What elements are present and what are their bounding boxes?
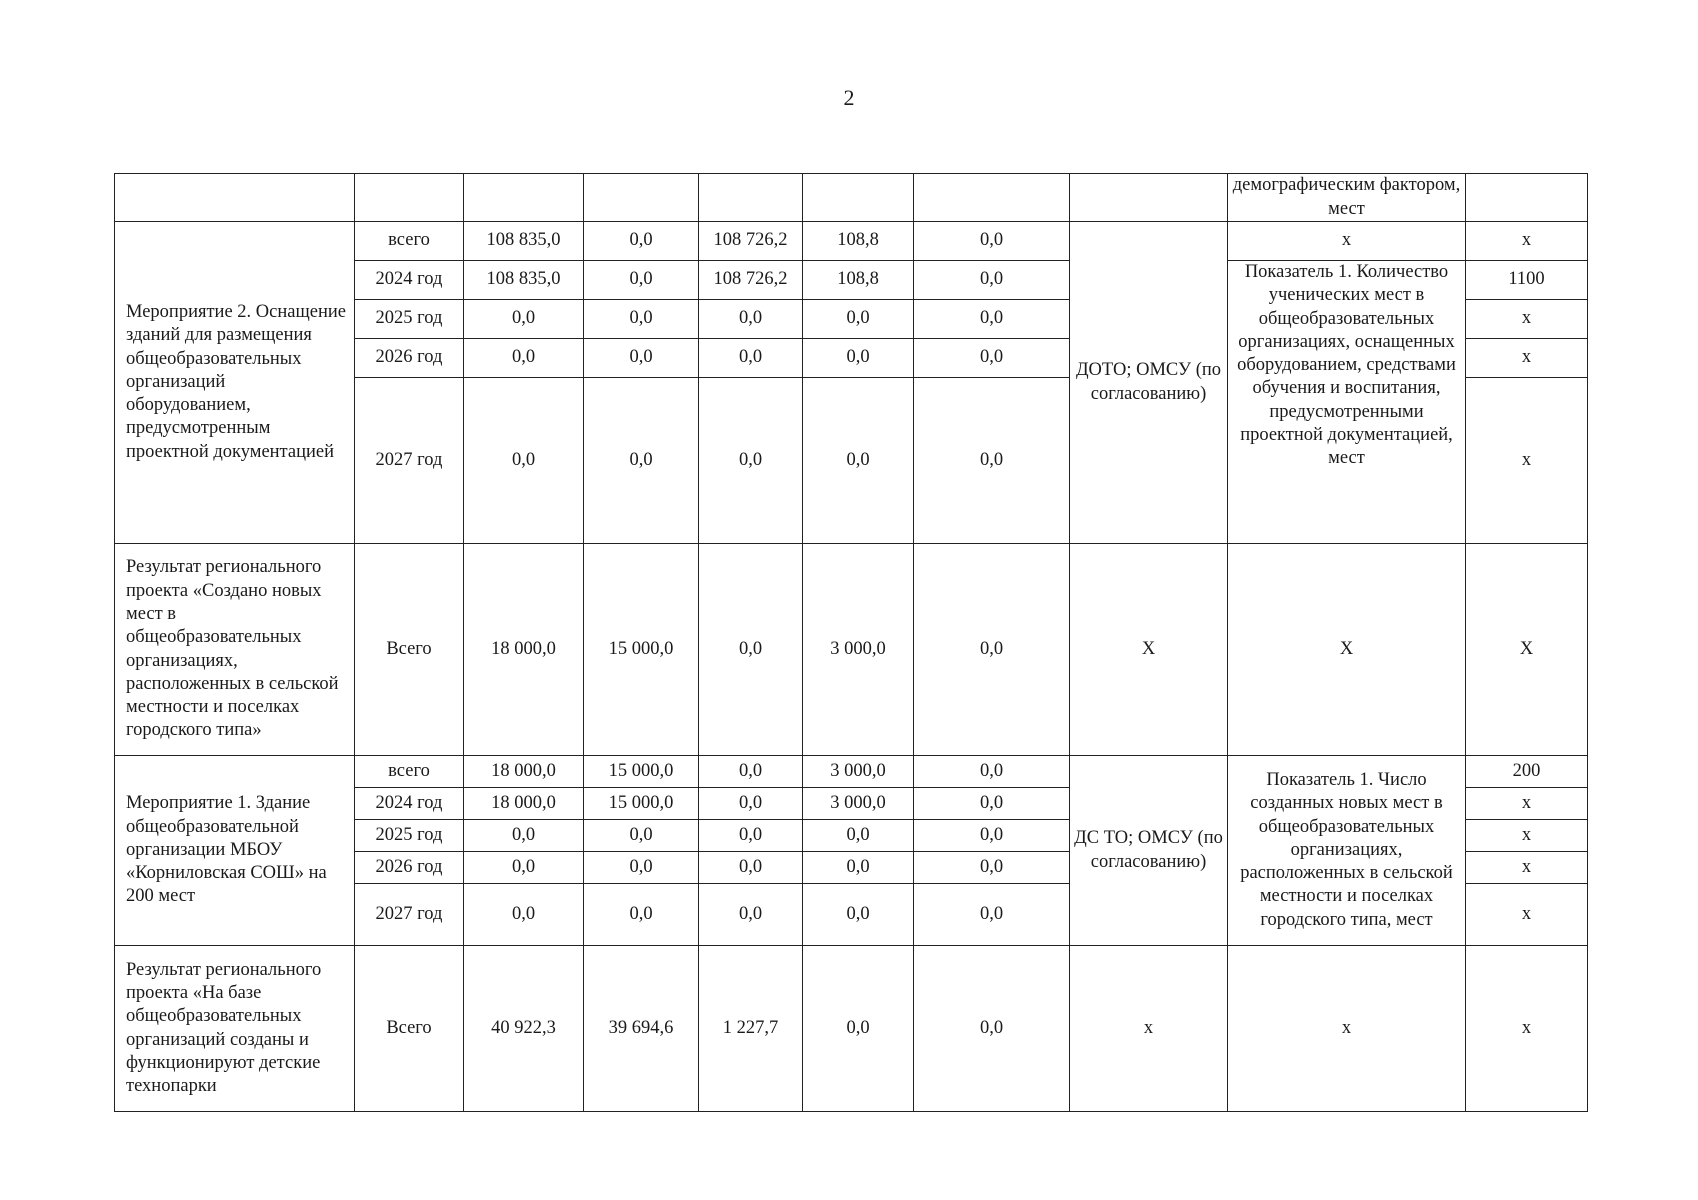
value-cell: 0,0 <box>914 852 1070 884</box>
budget-table <box>114 173 1588 1112</box>
value-cell: 1 227,7 <box>699 946 803 1112</box>
value-cell: 0,0 <box>584 378 699 544</box>
value-cell: 0,0 <box>803 820 914 852</box>
total-cell: 0,0 <box>464 820 584 852</box>
value-cell: 0,0 <box>584 884 699 946</box>
value-cell: 0,0 <box>914 756 1070 788</box>
target-value-cell: х <box>1466 852 1588 884</box>
total-cell: 0,0 <box>464 339 584 378</box>
measure-name: Мероприятие 1. Здание общеобразовательной организации МБОУ «Корниловская СОШ» на 200 мест <box>115 756 355 946</box>
result-name: Результат регионального проекта «На базе общеобразовательных организаций созданы и функционируют детские технопарки <box>115 946 355 1112</box>
value-cell: 0,0 <box>699 820 803 852</box>
total-cell: 0,0 <box>464 884 584 946</box>
value-cell: 0,0 <box>584 261 699 300</box>
value-cell: 0,0 <box>699 378 803 544</box>
target-value-cell: х <box>1466 788 1588 820</box>
value-cell: 0,0 <box>803 946 914 1112</box>
value-cell: 3 000,0 <box>803 756 914 788</box>
table-row <box>115 544 1588 756</box>
period-cell: 2024 год <box>355 788 464 820</box>
target-value-cell: х <box>1466 378 1588 544</box>
value-cell: 3 000,0 <box>803 544 914 756</box>
value-cell: 0,0 <box>914 946 1070 1112</box>
total-cell: 108 835,0 <box>464 222 584 261</box>
value-cell: 0,0 <box>584 820 699 852</box>
value-cell: 0,0 <box>584 852 699 884</box>
total-cell: 108 835,0 <box>464 261 584 300</box>
value-cell: 108 726,2 <box>699 261 803 300</box>
period-cell: 2026 год <box>355 339 464 378</box>
value-cell: 108,8 <box>803 261 914 300</box>
total-cell: 0,0 <box>464 300 584 339</box>
table-row <box>115 946 1588 1112</box>
value-cell: 15 000,0 <box>584 756 699 788</box>
value-cell: 0,0 <box>699 544 803 756</box>
value-cell: 0,0 <box>914 339 1070 378</box>
value-cell: 0,0 <box>914 820 1070 852</box>
total-cell: 0,0 <box>464 378 584 544</box>
indicator-cell: Показатель 1. Количество ученических мест в общеобразовательных организациях, оснащенных оборудованием, средствами обучения и воспитания, предусмотренными проектной документацией, мест <box>1228 261 1466 544</box>
value-cell: 15 000,0 <box>584 544 699 756</box>
value-cell: 3 000,0 <box>803 788 914 820</box>
value-cell: 0,0 <box>914 261 1070 300</box>
period-cell: 2025 год <box>355 300 464 339</box>
executor-cell: ДС ТО; ОМСУ (по согласованию) <box>1070 756 1228 946</box>
value-cell: 0,0 <box>803 300 914 339</box>
target-value-cell: х <box>1466 820 1588 852</box>
value-cell: 15 000,0 <box>584 788 699 820</box>
period-cell: 2024 год <box>355 261 464 300</box>
indicator-cell: х <box>1228 222 1466 261</box>
executor-cell: ДОТО; ОМСУ (по согласованию) <box>1070 222 1228 544</box>
value-cell: 0,0 <box>699 339 803 378</box>
table-row <box>115 756 1588 788</box>
total-cell: 18 000,0 <box>464 544 584 756</box>
value-cell: 108 726,2 <box>699 222 803 261</box>
indicator-cell: Х <box>1228 544 1466 756</box>
value-cell: 0,0 <box>803 378 914 544</box>
period-cell: Всего <box>355 946 464 1112</box>
target-value-cell: Х <box>1466 544 1588 756</box>
target-value-cell: х <box>1466 300 1588 339</box>
continuation-row <box>115 174 1588 222</box>
target-value-cell: 200 <box>1466 756 1588 788</box>
period-cell: всего <box>355 756 464 788</box>
value-cell: 0,0 <box>584 300 699 339</box>
value-cell: 39 694,6 <box>584 946 699 1112</box>
value-cell: 0,0 <box>914 378 1070 544</box>
target-value-cell: 1100 <box>1466 261 1588 300</box>
period-cell: всего <box>355 222 464 261</box>
total-cell: 0,0 <box>464 852 584 884</box>
value-cell: 0,0 <box>584 222 699 261</box>
value-cell: 0,0 <box>914 544 1070 756</box>
indicator-cell: х <box>1228 946 1466 1112</box>
value-cell: 0,0 <box>699 852 803 884</box>
value-cell: 0,0 <box>803 852 914 884</box>
value-cell: 0,0 <box>699 300 803 339</box>
result-name: Результат регионального проекта «Создано новых мест в общеобразовательных организациях, расположенных в сельской местности и поселках городского типа» <box>115 544 355 756</box>
total-cell: 40 922,3 <box>464 946 584 1112</box>
executor-cell: х <box>1070 946 1228 1112</box>
value-cell: 0,0 <box>914 884 1070 946</box>
target-value-cell: х <box>1466 884 1588 946</box>
period-cell: Всего <box>355 544 464 756</box>
table-row <box>115 222 1588 261</box>
total-cell: 18 000,0 <box>464 756 584 788</box>
value-cell: 0,0 <box>699 756 803 788</box>
value-cell: 0,0 <box>699 788 803 820</box>
target-value-cell: х <box>1466 339 1588 378</box>
period-cell: 2027 год <box>355 378 464 544</box>
target-value-cell: х <box>1466 222 1588 261</box>
value-cell: 0,0 <box>914 300 1070 339</box>
measure-name: Мероприятие 2. Оснащение зданий для размещения общеобразовательных организаций оборудованием, предусмотренным проектной документацией <box>115 222 355 544</box>
total-cell: 18 000,0 <box>464 788 584 820</box>
target-value-cell: х <box>1466 946 1588 1112</box>
value-cell: 0,0 <box>914 222 1070 261</box>
value-cell: 0,0 <box>803 884 914 946</box>
value-cell: 0,0 <box>914 788 1070 820</box>
indicator-cell: Показатель 1. Число созданных новых мест в общеобразовательных организациях, расположенных в сельской местности и поселках городского типа, мест <box>1228 756 1466 946</box>
period-cell: 2027 год <box>355 884 464 946</box>
indicator-cell: демографическим фактором, мест <box>1228 174 1466 222</box>
executor-cell: Х <box>1070 544 1228 756</box>
value-cell: 0,0 <box>803 339 914 378</box>
value-cell: 108,8 <box>803 222 914 261</box>
page-number: 2 <box>843 85 855 110</box>
period-cell: 2025 год <box>355 820 464 852</box>
value-cell: 0,0 <box>584 339 699 378</box>
period-cell: 2026 год <box>355 852 464 884</box>
value-cell: 0,0 <box>699 884 803 946</box>
